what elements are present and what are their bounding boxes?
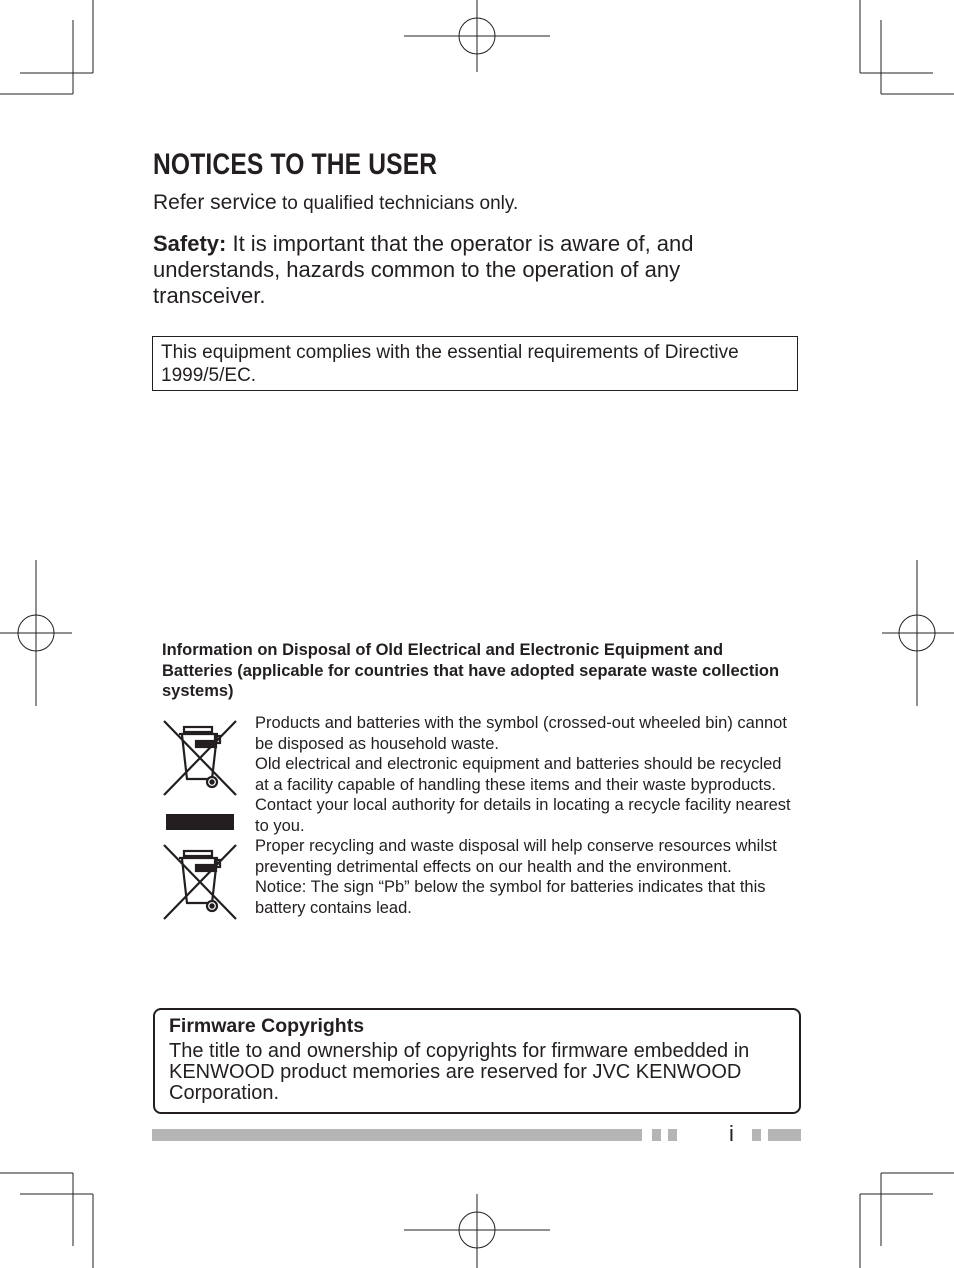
firmware-copyrights-box [153,1008,801,1114]
safety-text: It is important that the operator is aware of, and understands, hazards common to the operation of any transceiver. [153,231,694,308]
pb-lead-bar [166,814,234,830]
page-title: NOTICES TO THE USER [153,148,438,181]
firmware-title: Firmware Copyrights [169,1015,365,1037]
footer-bar-segment [752,1129,761,1141]
disposal-paragraph: Proper recycling and waste disposal will help conserve resources whilst preventing detrimental effects on our health and the environment. [255,837,777,876]
firmware-text: The title to and ownership of copyrights for firmware embedded in KENWOOD product memories are reserved for JVC KENWOOD Corporation. [169,1040,750,1104]
footer-bar-segment [652,1129,661,1141]
page-number: i [729,1121,734,1146]
footer-bar-segment [768,1129,801,1141]
crossed-out-wheeled-bin-icon [162,843,240,923]
footer-bar [152,1129,642,1141]
disposal-heading: Information on Disposal of Old Electrical and Electronic Equipment and Batteries (applicable for countries that have adopted separate waste collection systems) [162,641,780,700]
safety-label: Safety: [153,231,227,256]
disposal-paragraph: Products and batteries with the symbol (crossed-out wheeled bin) cannot be disposed as household waste. [255,714,787,753]
crossed-out-wheeled-bin-icon [162,719,240,799]
directive-compliance-box [152,336,798,391]
refer-service-notice [153,191,518,215]
disposal-paragraph: Old electrical and electronic equipment and batteries should be recycled at a facility capable of handling these items and their waste byproducts. [255,755,782,794]
safety-notice [153,231,793,309]
disposal-paragraph: Notice: The sign “Pb” below the symbol for batteries indicates that this battery contains lead. [255,878,766,917]
disposal-body [255,713,795,918]
refer-rest: to qualified technicians only. [276,193,519,214]
directive-text: This equipment complies with the essential requirements of Directive 1999/5/EC. [161,342,739,386]
refer-prefix: Refer service [153,191,277,214]
disposal-paragraph: Contact your local authority for details in locating a recycle facility nearest to you. [255,796,791,835]
footer-bar-segment [668,1129,677,1141]
